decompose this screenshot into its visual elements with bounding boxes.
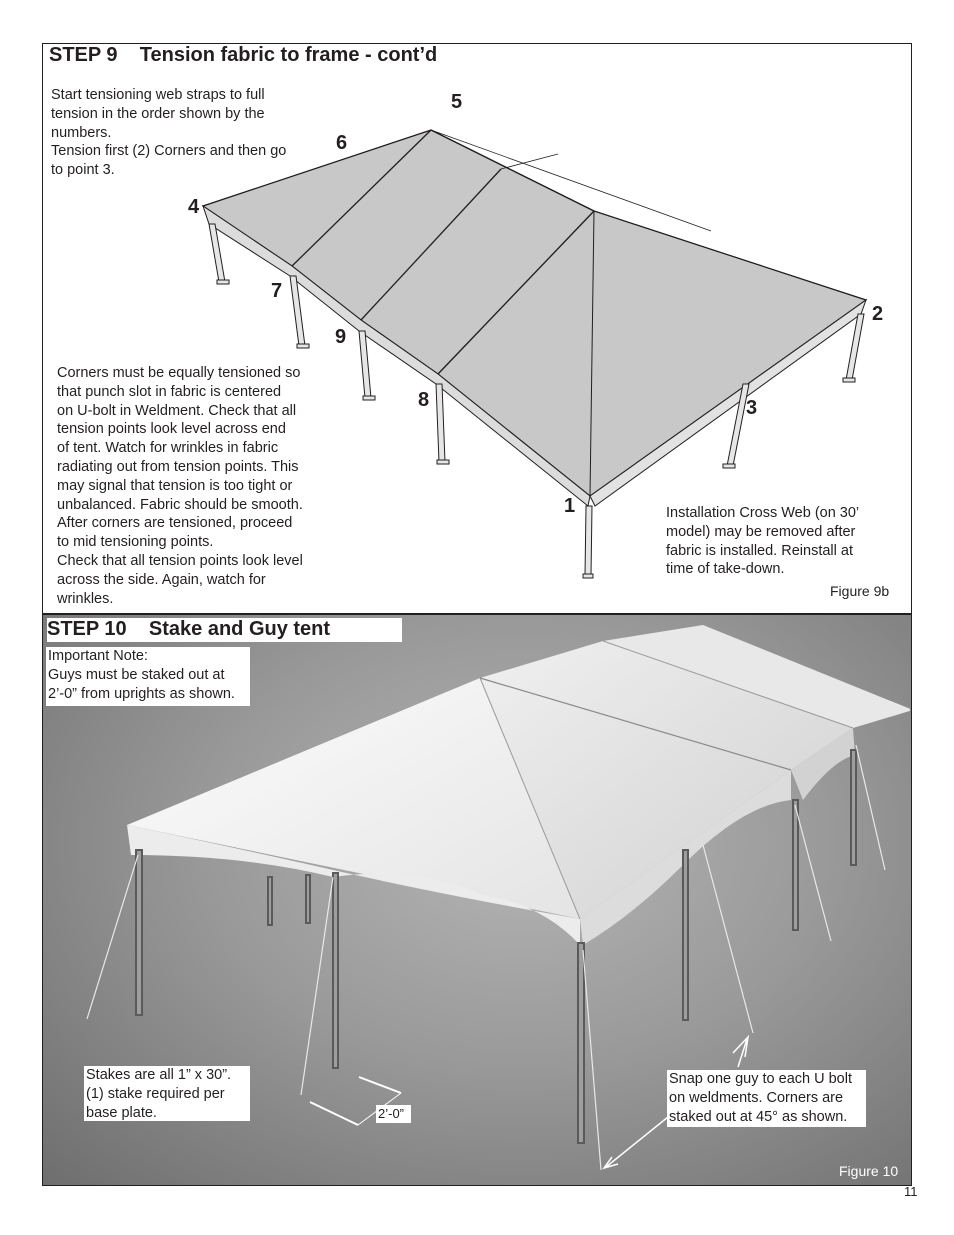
tension-order-instructions (51, 86, 286, 180)
note-line: wrinkles. (57, 590, 114, 607)
figure-9b-label: Figure 9b (830, 583, 890, 599)
tension-point-3: 3 (746, 397, 758, 419)
note-line: of tent. Watch for wrinkles in fabric (57, 440, 279, 457)
note-line: Installation Cross Web (on 30’ (666, 505, 860, 521)
intro-line: tension in the order shown by the (51, 105, 265, 122)
guy-note-callout (667, 1070, 866, 1127)
note-line: After corners are tensioned, proceed (57, 515, 293, 532)
note-line: Snap one guy to each U bolt (669, 1071, 852, 1087)
note-line: 2’-0” from uprights as shown. (48, 685, 235, 702)
step9-title: STEP 9 Tension fabric to frame - cont’d (49, 44, 438, 66)
note-line: Check that all tension points look level (57, 552, 303, 569)
note-line: Stakes are all 1” x 30”. (86, 1067, 232, 1083)
note-line: Corners must be equally tensioned so (57, 365, 301, 381)
note-line: on U-bolt in Weldment. Check that all (57, 402, 297, 419)
note-line: staked out at 45° as shown. (669, 1108, 848, 1125)
note-line: Guys must be staked out at (48, 666, 225, 683)
note-line: to mid tensioning points. (57, 534, 214, 551)
corner-tension-notes (57, 364, 303, 608)
tension-point-4: 4 (188, 196, 200, 218)
stakes-note-callout (84, 1066, 250, 1121)
note-line: model) may be removed after (666, 523, 856, 540)
intro-line: numbers. (51, 124, 112, 141)
note-line: base plate. (86, 1104, 157, 1121)
cross-web-note (666, 504, 859, 579)
tension-point-1: 1 (564, 495, 576, 517)
note-line: radiating out from tension points. This (57, 458, 299, 475)
tension-point-8: 8 (418, 389, 430, 411)
tension-point-5: 5 (451, 91, 463, 113)
tension-point-7: 7 (271, 280, 283, 302)
page-number: 11 (904, 1184, 918, 1199)
intro-line: to point 3. (51, 162, 115, 179)
intro-line: Tension first (2) Corners and then go (51, 143, 287, 160)
step9-panel (42, 43, 912, 614)
note-line: time of take-down. (666, 561, 785, 578)
note-line: fabric is installed. Reinstall at (666, 542, 853, 559)
tension-point-2: 2 (872, 303, 884, 325)
note-line: tension points look level across end (57, 421, 286, 438)
note-line: on weldments. Corners are (669, 1089, 844, 1106)
note-line: that punch slot in fabric is centered (57, 383, 282, 400)
figure-10-label: Figure 10 (839, 1163, 899, 1179)
note-line: unbalanced. Fabric should be smooth. (57, 496, 303, 513)
important-note-callout (46, 647, 250, 706)
tension-point-6: 6 (336, 132, 348, 154)
note-line: across the side. Again, watch for (57, 571, 266, 588)
dimension-label: 2’-0” (376, 1105, 411, 1123)
note-line: Important Note: (48, 648, 148, 664)
note-line: (1) stake required per (86, 1085, 225, 1102)
intro-line: Start tensioning web straps to full (51, 87, 265, 103)
step10-title: STEP 10 Stake and Guy tent (47, 618, 402, 642)
note-line: may signal that tension is too tight or (57, 477, 293, 494)
tension-point-9: 9 (335, 326, 347, 348)
